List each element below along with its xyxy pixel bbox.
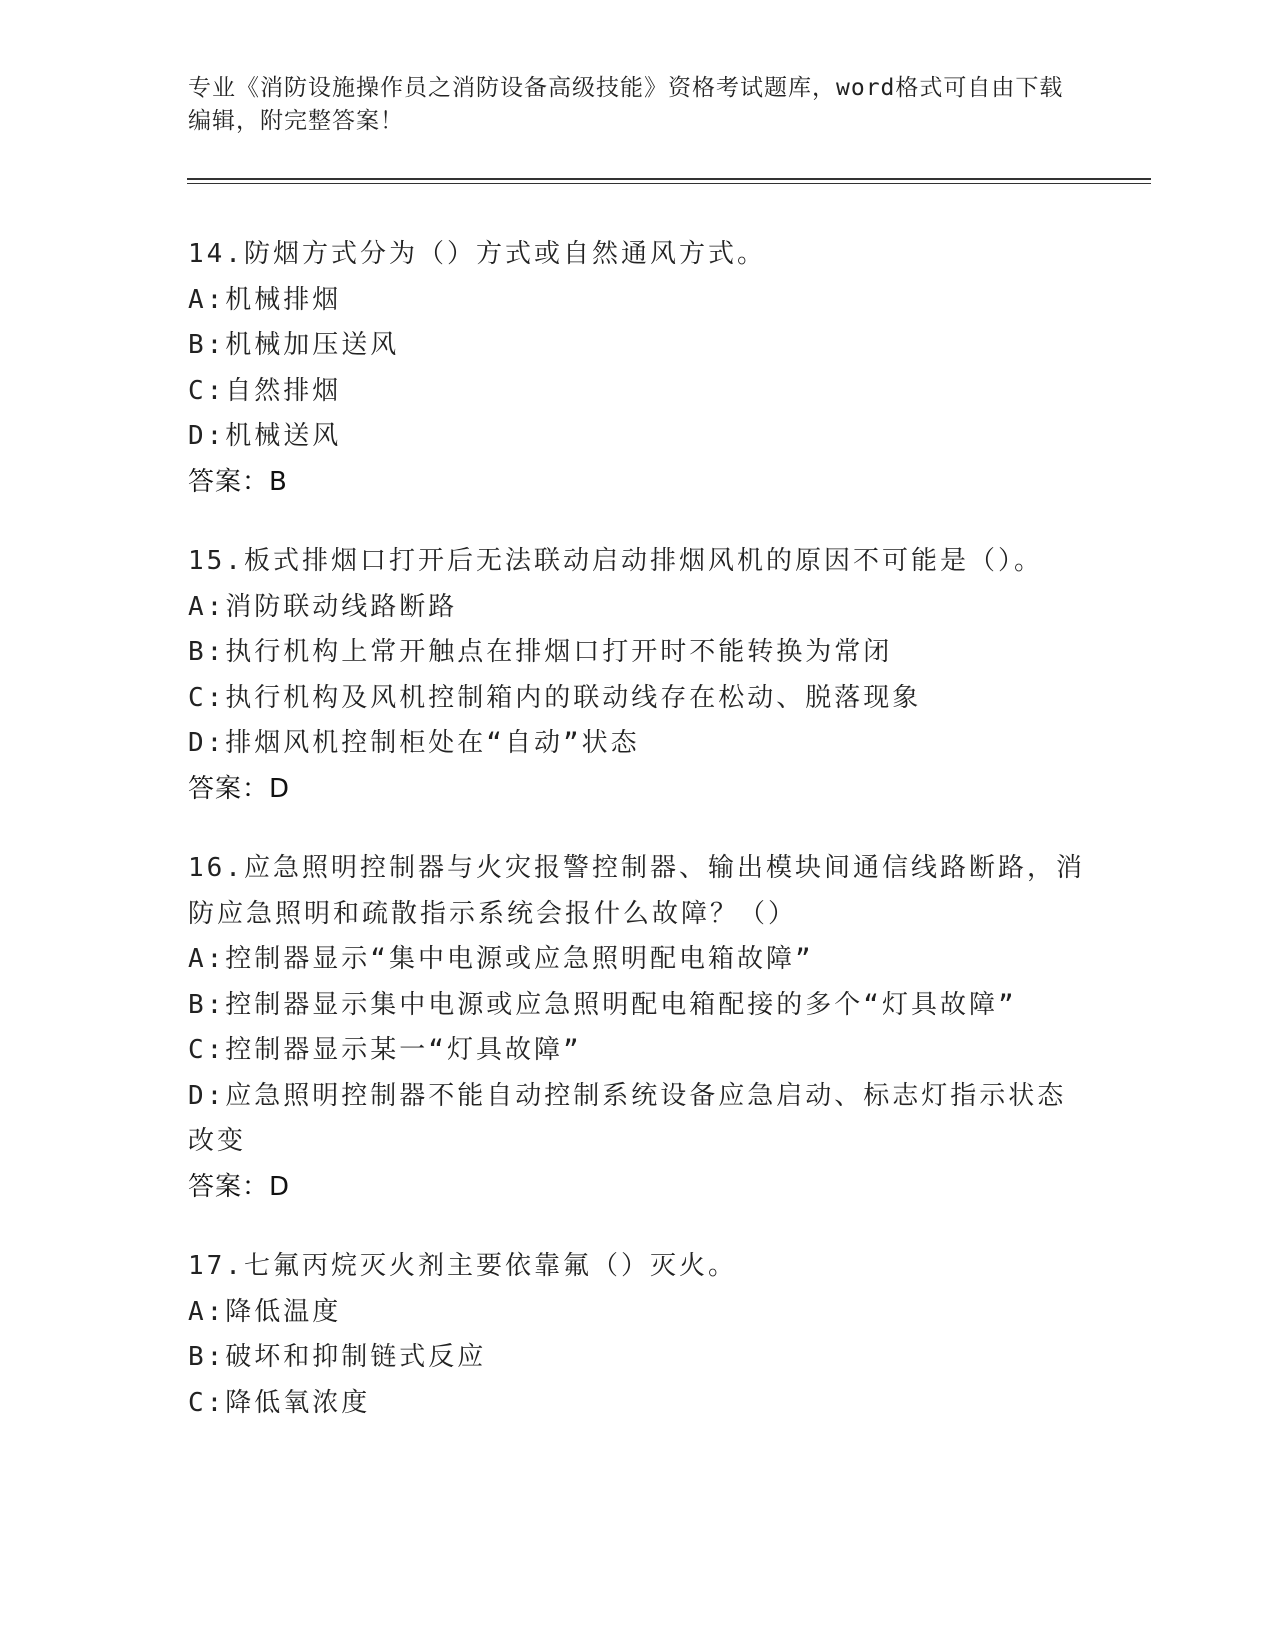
option-d: D:机械送风	[188, 421, 342, 451]
header-rule-thin	[187, 183, 1151, 184]
header-note: 专业《消防设施操作员之消防设备高级技能》资格考试题库，word格式可自由下载编辑，附完整答案！	[188, 75, 1064, 134]
question-stem: 17.七氟丙烷灭火剂主要依靠氟（）灭火。	[188, 1251, 737, 1281]
option-a: A:消防联动线路断路	[188, 591, 458, 622]
question-14	[188, 232, 1088, 505]
answer: 答案：B	[188, 466, 288, 497]
option-b: B:执行机构上常开触点在排烟口打开时不能转换为常闭	[188, 637, 893, 667]
option-d: D:应急照明控制器不能自动控制系统设备应急启动、标志灯指示状态改变	[188, 1080, 1067, 1156]
option-b: B:控制器显示集中电源或应急照明配电箱配接的多个“灯具故障”	[188, 989, 1017, 1020]
question-15	[188, 539, 1088, 812]
option-c: C:控制器显示某一“灯具故障”	[188, 1035, 582, 1065]
question-list	[188, 232, 1088, 1460]
answer: 答案：D	[188, 773, 291, 804]
answer: 答案：D	[188, 1171, 291, 1202]
question-stem: 14.防烟方式分为（）方式或自然通风方式。	[188, 239, 766, 269]
option-a: A:机械排烟	[188, 284, 342, 315]
question-stem: 15.板式排烟口打开后无法联动启动排烟风机的原因不可能是（）。	[188, 546, 1043, 576]
option-c: C:降低氧浓度	[188, 1387, 371, 1418]
option-d: D:排烟风机控制柜处在“自动”状态	[188, 728, 640, 758]
header-rule	[187, 178, 1151, 180]
option-a: A:降低温度	[188, 1296, 342, 1327]
question-stem: 16.应急照明控制器与火灾报警控制器、输出模块间通信线路断路，消防应急照明和疏散指示系统会报什么故障？（）	[188, 853, 1085, 929]
option-b: B:破坏和抑制链式反应	[188, 1342, 487, 1372]
option-c: C:执行机构及风机控制箱内的联动线存在松动、脱落现象	[188, 682, 922, 713]
option-a: A:控制器显示“集中电源或应急照明配电箱故障”	[188, 944, 814, 974]
option-c: C:自然排烟	[188, 375, 342, 406]
question-17	[188, 1244, 1088, 1426]
option-b: B:机械加压送风	[188, 330, 400, 360]
question-16	[188, 846, 1088, 1210]
